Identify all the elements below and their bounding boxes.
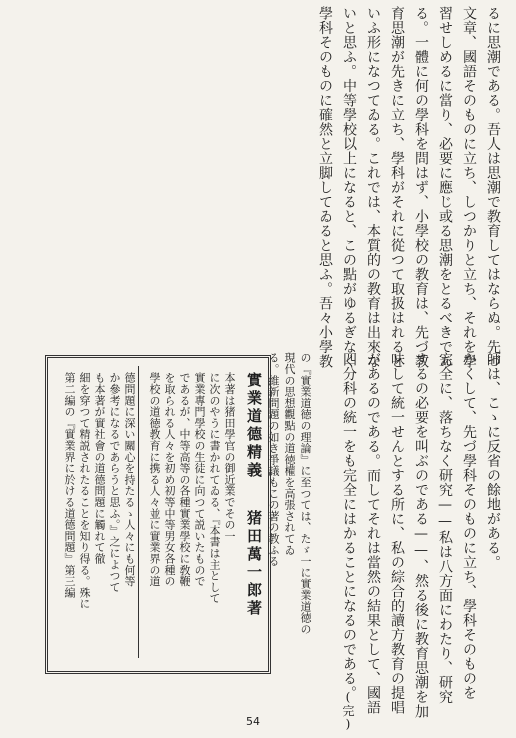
mid-col-2: 現代の思想觀點の道徳權を高張されてゐ bbox=[283, 352, 296, 556]
review-col-7: 德問題に深い關心を持たるゝ人々にも何等 bbox=[123, 372, 136, 587]
lower-col-1: 師は、こゝに反省の餘地がある。 bbox=[485, 352, 501, 570]
upper-col-3: 習せしめるに當り、必要に應じ或る思潮をとるべきであ bbox=[437, 6, 453, 369]
review-divider bbox=[138, 366, 139, 658]
review-title: 實業道德精義 bbox=[245, 372, 263, 480]
review-col-5: を取られる人々を初め初等中等男女各種の bbox=[163, 372, 176, 587]
review-col-10: 細を穿つて精説されたることを知り得る。殊に bbox=[78, 372, 91, 610]
review-col-11: 第二編の『實業界に於ける道德問題』第三編 bbox=[63, 372, 76, 598]
lower-col-4: するの必要を叫ぶのである——、然る後に教育思潮を加 bbox=[413, 352, 429, 719]
upper-col-6: いふ形になつてゐる。これでは、本質的の教育は出來な bbox=[365, 6, 381, 369]
upper-col-5: 育思潮が先きに立ち、學科がそれに從つて取扱はれると bbox=[389, 6, 405, 369]
upper-col-2: 文章、國語そのものに立ち、しつかりと立ち、それを學 bbox=[461, 6, 477, 369]
lower-col-2: かくして、先づ學科そのものに立ち、學科そのものを bbox=[461, 352, 477, 700]
review-col-6: 學校の道徳教育に携る人々並に實業界の道 bbox=[148, 372, 161, 587]
lower-col-3: 完全に、落ちなく研究——私は八方面にわたり、研究 bbox=[437, 352, 453, 704]
page-number: 54 bbox=[246, 715, 260, 728]
review-col-8: か參考になるであらうと思ふ。』之によつて bbox=[108, 372, 121, 593]
review-col-1: 本著は猪田學官の御近業でその一 bbox=[223, 372, 236, 542]
lower-col-7: 四分科の統一をも完全にはかることになるのである。 bbox=[341, 352, 357, 700]
review-col-3: 實業專門學校の生徒に向つて説いたもので bbox=[193, 372, 206, 587]
end-mark: (完) bbox=[341, 690, 355, 732]
lower-col-5: 味して統一せんとする所に、私の綜合的讀方教育の提唱 bbox=[389, 352, 405, 715]
upper-col-4: る。一體に何の學科を問はず、小學校の教育は、先づ教 bbox=[413, 6, 429, 369]
upper-col-7: いと思ふ。中等學校以上になると、この點がゆるぎなく bbox=[341, 6, 357, 369]
upper-col-8: 學科そのものに確然と立脚してゐると思ふ。吾々小學教 bbox=[317, 6, 333, 369]
review-col-2: に次のやうに書かれてゐる、『本書は主として bbox=[208, 372, 221, 604]
review-col-9: も本著が實社會の道德問題に觸れて徹 bbox=[93, 372, 106, 565]
mid-col-1: の『實業道徳の理論』に至つては、たゞ一に實業道徳の bbox=[299, 352, 312, 635]
review-author: 猪田萬一郎著 bbox=[245, 510, 263, 618]
lower-col-6: があるのである。而してそれは當然の結果として、國語 bbox=[365, 352, 381, 715]
review-col-4: であるが、中等高等の各種實業學校に敎鞭 bbox=[178, 372, 191, 587]
mid-col-3: る。維新問題の如き爭議もこの著の教ふる bbox=[267, 352, 280, 567]
upper-col-1: るに思潮である。吾人は思潮で教育してはならぬ。先づ bbox=[485, 6, 501, 369]
